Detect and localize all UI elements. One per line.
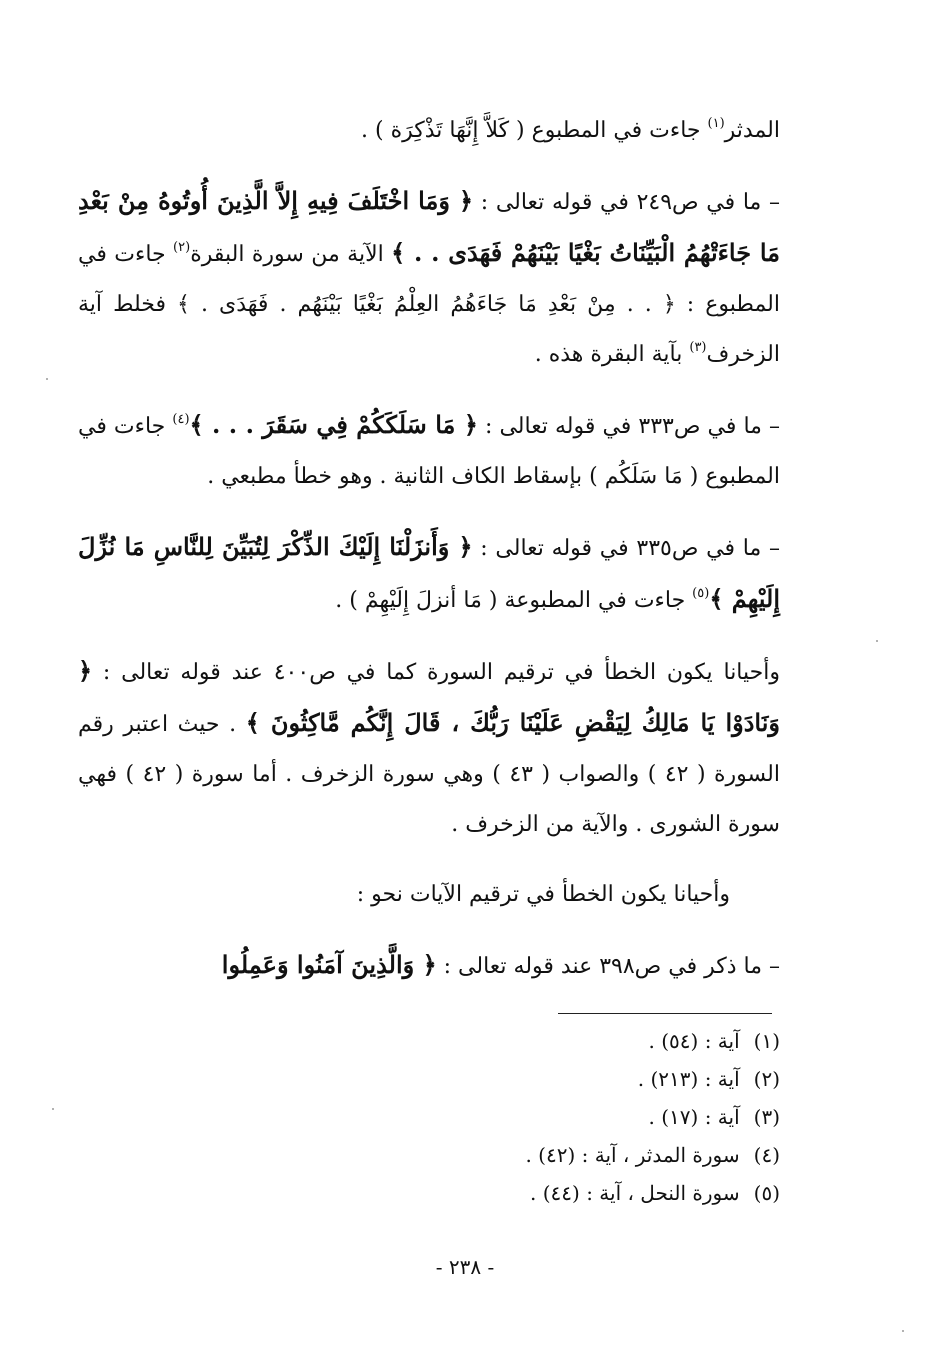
paragraph-5 bbox=[78, 646, 780, 850]
footnote-ref-3: (٣) bbox=[689, 339, 707, 355]
scan-speck bbox=[876, 640, 878, 642]
paragraph-gap bbox=[78, 380, 780, 400]
quran-verse-1: ﴿ وَمَا اخْتَلَفَ فِيهِ إِلاَّ الَّذِينَ أُوتُوهُ مِنْ بَعْدِ مَا جَاءَتْهُمُ الْبَيِّنَاتُ بَغْيًا بَيْنَهُمْ فَهَدَى . . ﴾ bbox=[78, 186, 780, 267]
quran-verse-3: ﴿ وَأَنزَلْنَا إِلَيْكَ الذِّكْرَ لِتُبَيِّنَ لِلنَّاسِ مَا نُزِّلَ إِلَيْهِمْ ﴾ bbox=[78, 532, 780, 613]
footnote-number: (٥) bbox=[753, 1181, 780, 1205]
paragraph-7-intro: – ما ذكر في ص٣٩٨ عند قوله تعالى : bbox=[436, 954, 780, 979]
scan-speck bbox=[46, 378, 48, 380]
footnote-text: آية : (٥٤) . bbox=[648, 1029, 740, 1053]
footnote-text: آية : (١٧) . bbox=[648, 1105, 740, 1129]
footnote-number: (٤) bbox=[753, 1143, 780, 1167]
footnote-2 bbox=[420, 1060, 780, 1098]
footnote-ref-5: (٥) bbox=[692, 585, 710, 601]
scan-speck bbox=[52, 1108, 54, 1110]
footnote-3 bbox=[420, 1098, 780, 1136]
scan-speck bbox=[902, 1330, 904, 1332]
paragraph-4 bbox=[78, 522, 780, 626]
paragraph-7 bbox=[78, 940, 780, 992]
paragraph-gap bbox=[78, 850, 780, 870]
paragraph-gap bbox=[78, 502, 780, 522]
footnote-separator bbox=[558, 1013, 772, 1014]
footnote-text: سورة النحل ، آية : (٤٤) . bbox=[530, 1181, 740, 1205]
paragraph-2-text: جاءت في المطبوع : ﴿ . . مِنْ بَعْدِ مَا جَاءَهُمُ العِلْمُ بَغْيًا بَيْنَهُم . فَهَدَى . ﴾ فخلط آية الزخرف bbox=[78, 242, 780, 367]
quran-verse-5: ﴿ وَالَّذِينَ آمَنُوا وَعَمِلُوا bbox=[221, 950, 437, 979]
paragraph-gap bbox=[78, 920, 780, 940]
footnote-4 bbox=[420, 1136, 780, 1174]
paragraph-3-intro: – ما في ص٣٣٣ في قوله تعالى : bbox=[477, 414, 781, 439]
footnote-5 bbox=[420, 1174, 780, 1212]
footnote-number: (٢) bbox=[753, 1067, 780, 1091]
paragraph-1-text-end: جاءت في المطبوع ( كَلاَّ إِنَّهَا تَذْكِرَة ) . bbox=[361, 118, 708, 143]
footnote-number: (١) bbox=[753, 1029, 780, 1053]
paragraph-gap bbox=[78, 156, 780, 176]
footnote-ref-2: (٢) bbox=[173, 239, 191, 255]
footnote-1 bbox=[420, 1022, 780, 1060]
paragraph-5-intro: وأحيانا يكون الخطأ في ترقيم السورة كما في ص٤٠٠ عند قوله تعالى : bbox=[92, 660, 780, 685]
paragraph-1 bbox=[78, 106, 780, 156]
paragraph-3-text: جاءت في المطبوع ( مَا سَلَكُم ) بإسقاط الكاف الثانية . وهو خطأ مطبعي . bbox=[78, 414, 780, 489]
footnote-text: آية : (٢١٣) . bbox=[637, 1067, 740, 1091]
footnotes bbox=[420, 1022, 780, 1212]
quran-verse-4: ﴿ وَنَادَوْا يَا مَالِكُ لِيَقْضِ عَلَيْنَا رَبُّكَ ، قَالَ إِنَّكُم مَّاكِثُونَ ﴾ bbox=[78, 656, 781, 737]
footnote-ref-4: (٤) bbox=[172, 411, 190, 427]
paragraph-gap bbox=[78, 626, 780, 646]
paragraph-2-mid: الآية من سورة البقرة bbox=[190, 242, 392, 267]
paragraph-3 bbox=[78, 400, 780, 502]
paragraph-5-text: . حيث اعتبر رقم السورة ( ٤٢ ) والصواب ( ٤٣ ) وهي سورة الزخرف . أما سورة ( ٤٢ ) فهي سورة الشورى . والآية من الزخرف . bbox=[78, 712, 780, 837]
footnote-text: سورة المدثر ، آية : (٤٢) . bbox=[525, 1143, 740, 1167]
paragraph-6-text: وأحيانا يكون الخطأ في ترقيم الآيات نحو : bbox=[356, 882, 730, 907]
paragraph-2-intro: – ما في ص٢٤٩ في قوله تعالى : bbox=[473, 190, 781, 215]
paragraph-4-text: جاءت في المطبوعة ( مَا أنزلَ إِلَيْهِمْ ) . bbox=[335, 588, 693, 613]
paragraph-2-text-end: بآية البقرة هذه . bbox=[534, 342, 690, 367]
paragraph-6 bbox=[78, 870, 780, 920]
paragraph-1-text: المدثر bbox=[724, 118, 780, 143]
footnote-number: (٣) bbox=[753, 1105, 780, 1129]
paragraph-2 bbox=[78, 176, 780, 380]
footnote-ref-1: (١) bbox=[707, 115, 725, 131]
page-number: - ٢٣٨ - bbox=[435, 1255, 495, 1279]
body-text bbox=[78, 106, 780, 992]
paragraph-4-intro: – ما في ص٣٣٥ في قوله تعالى : bbox=[472, 536, 781, 561]
quran-verse-2: ﴿ مَا سَلَكَكُمْ فِي سَقَرَ . . . ﴾ bbox=[189, 410, 478, 439]
